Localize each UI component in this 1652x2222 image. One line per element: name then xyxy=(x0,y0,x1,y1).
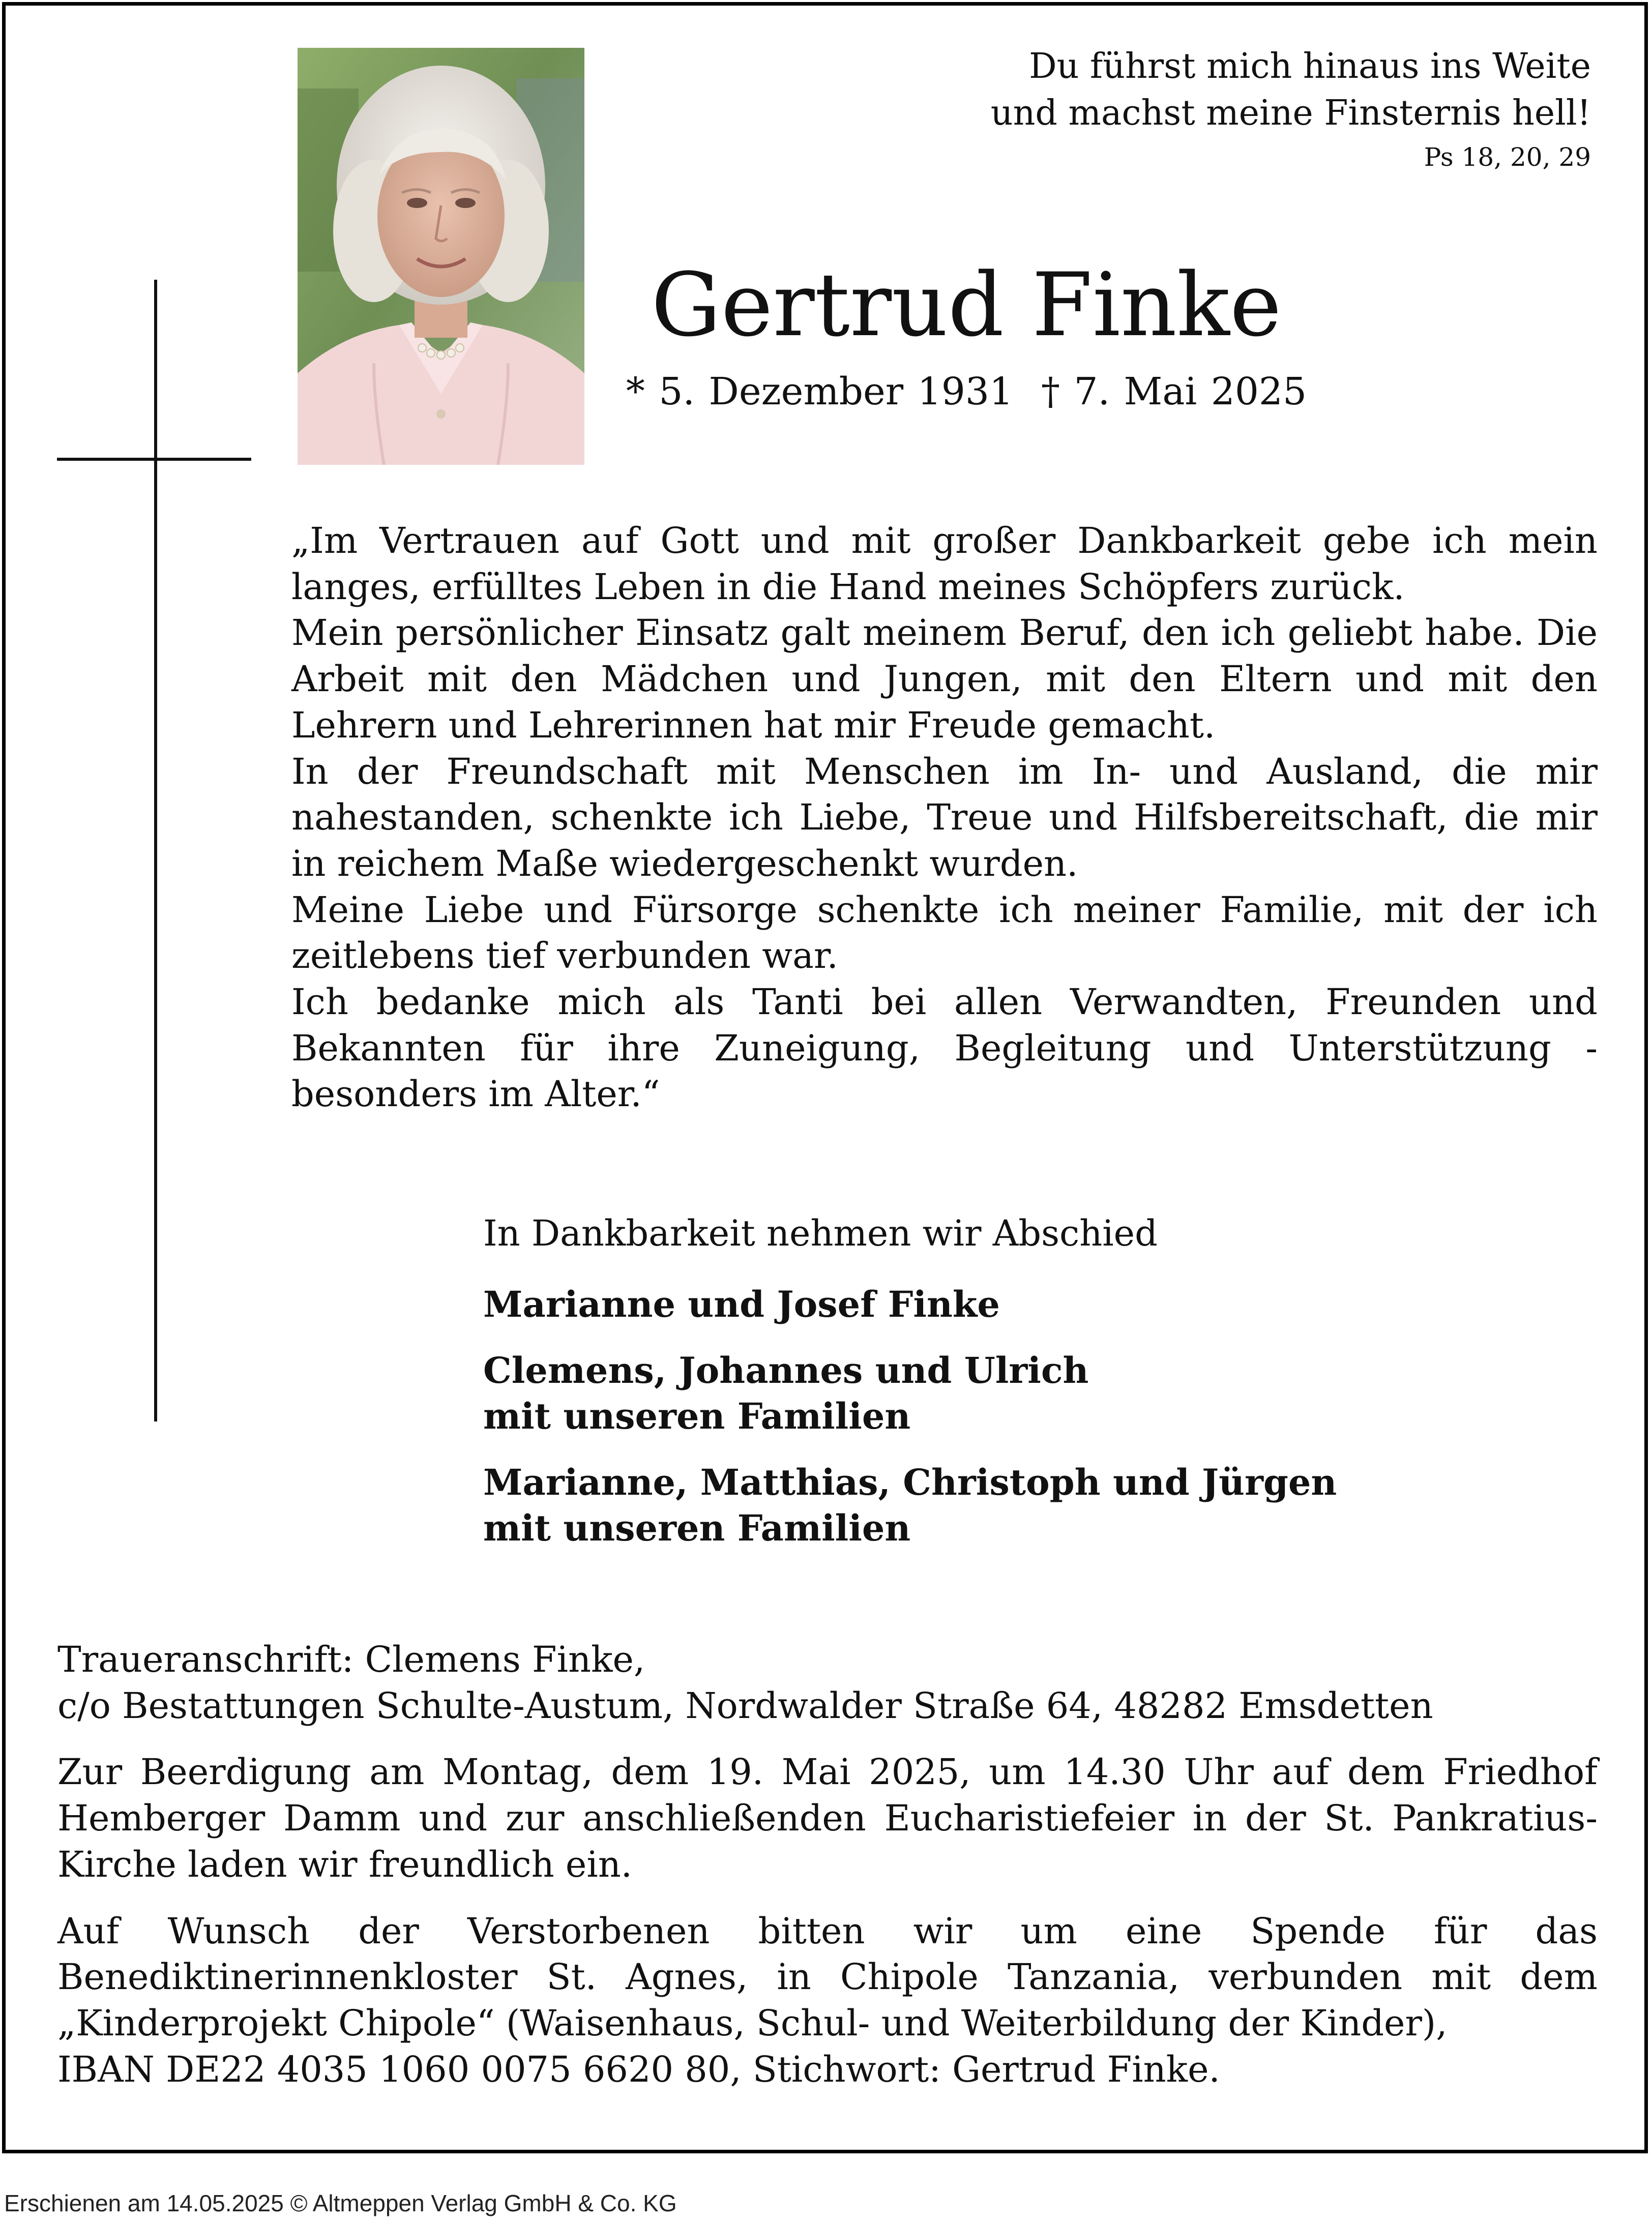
portrait-photo xyxy=(298,48,584,465)
motto-line-1: Du führst mich hinaus ins Weite xyxy=(1029,46,1591,86)
mourner-names: Clemens, Johannes und Ulrich xyxy=(483,1349,1089,1391)
cross-vertical-bar xyxy=(154,280,157,1421)
donation-line-1: Auf Wunsch der Verstorbenen bitten wir um eine Spende für das xyxy=(57,1910,1598,1952)
donation-line-4: IBAN DE22 4035 1060 0075 6620 80, Stichwort: Gertrud Finke. xyxy=(57,2048,1220,2090)
mourner-names: Marianne, Matthias, Christoph und Jürgen xyxy=(483,1461,1337,1503)
quote-paragraph: Ich bedanke mich als Tanti bei allen Verwandten, Freunden und Bekannten für ihre Zuneigung, Begleitung und Unterstützung - besonders im Alter.“ xyxy=(291,981,1598,1115)
deceased-name: Gertrud Finke xyxy=(651,254,1282,356)
motto-reference: Ps 18, 20, 29 xyxy=(1424,142,1591,172)
mourner-group xyxy=(483,1348,1602,1439)
quote-paragraph: Mein persönlicher Einsatz galt meinem Beruf, den ich geliebt habe. Die Arbeit mit den Mädchen und Jungen, mit den Eltern und mit den Lehrern und Lehrerinnen hat mir Freude gemacht. xyxy=(291,612,1598,746)
farewell-line: In Dankbarkeit nehmen wir Abschied xyxy=(483,1212,1158,1254)
address-line-2: c/o Bestattungen Schulte-Austum, Nordwalder Straße 64, 48282 Emsdetten xyxy=(57,1684,1433,1727)
psalm-motto xyxy=(879,43,1591,177)
death-date: † 7. Mai 2025 xyxy=(1041,370,1307,413)
donation-request xyxy=(57,1908,1598,2093)
funeral-notice: Zur Beerdigung am Montag, dem 19. Mai 2025, um 14.30 Uhr auf dem Friedhof Hemberger Damm und zur anschließenden Eucharistiefeier in der St. Pankratius-Kirche laden wir freundlich ein. xyxy=(57,1751,1598,1885)
personal-quote xyxy=(291,518,1598,1117)
quote-paragraph: In der Freundschaft mit Menschen im In- und Ausland, die mir nahestanden, schenkte ich Liebe, Treue und Hilfsbereitschaft, die mir in reichem Maße wiedergeschenkt wurden. xyxy=(291,750,1598,884)
donation-line-2: Benediktinerinnenkloster St. Agnes, in Chipole Tanzania, verbunden mit dem xyxy=(57,1956,1598,1998)
quote-paragraph: „Im Vertrauen auf Gott und mit großer Dankbarkeit gebe ich mein langes, erfülltes Leben in die Hand meines Schöpfers zurück. xyxy=(291,520,1598,608)
mourners-list xyxy=(483,1282,1602,1572)
donation-line-3: „Kinderprojekt Chipole“ (Waisenhaus, Schul- und Weiterbildung der Kinder), xyxy=(57,2002,1448,2044)
address-line-1: Traueranschrift: Clemens Finke, xyxy=(57,1639,645,1680)
mourner-group xyxy=(483,1460,1602,1551)
mourner-names: Marianne und Josef Finke xyxy=(483,1283,1000,1325)
publication-footer: Erschienen am 14.05.2025 © Altmeppen Verlag GmbH & Co. KG xyxy=(4,2190,677,2216)
mourning-address xyxy=(57,1637,1598,1729)
mourner-family: mit unseren Familien xyxy=(483,1507,911,1549)
funeral-information xyxy=(57,1637,1598,2092)
quote-paragraph: Meine Liebe und Fürsorge schenkte ich meiner Familie, mit der ich zeitlebens tief verbunden war. xyxy=(291,888,1598,977)
mourner-group xyxy=(483,1282,1602,1327)
birth-date: * 5. Dezember 1931 xyxy=(626,370,1014,413)
motto-line-2: und machst meine Finsternis hell! xyxy=(990,93,1591,133)
cross-horizontal-bar xyxy=(57,458,251,461)
mourner-family: mit unseren Familien xyxy=(483,1395,911,1437)
life-dates xyxy=(559,366,1373,417)
